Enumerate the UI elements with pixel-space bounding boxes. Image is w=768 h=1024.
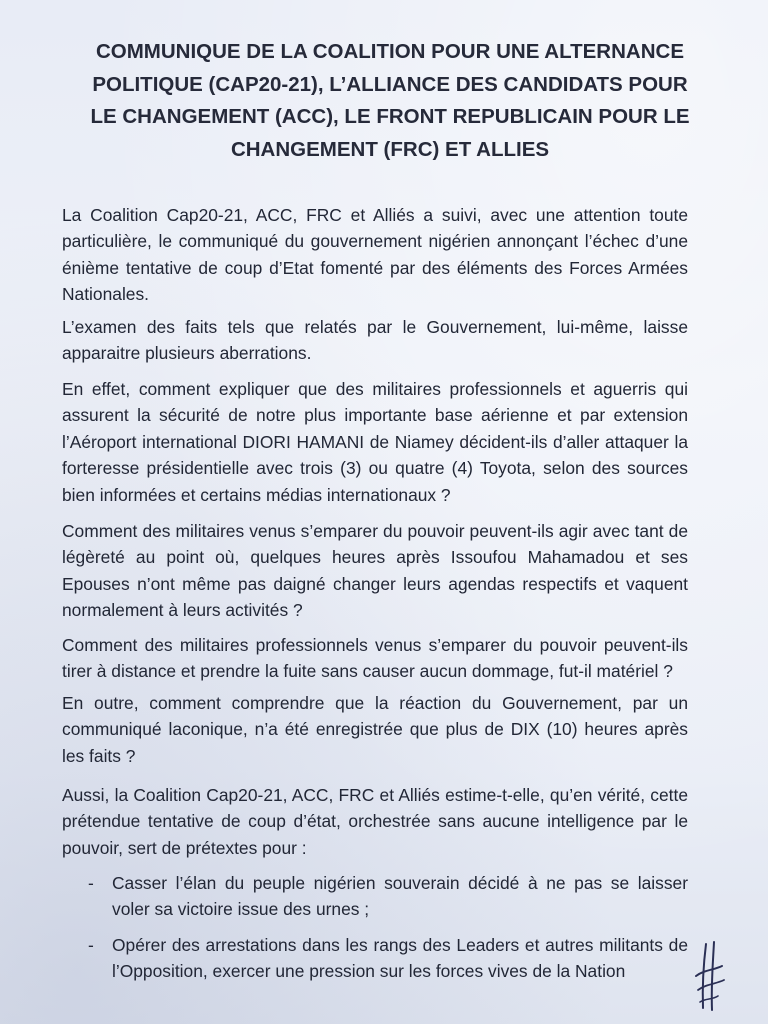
paragraph-tirer-distance: Comment des militaires professionnels venus s’emparer du pouvoir peuvent-ils tirer à distance et prendre la fuite sans causer aucun dommage, fut-il matériel ? [62, 635, 688, 682]
paragraph-intro: La Coalition Cap20-21, ACC, FRC et Alliés a suivi, avec une attention toute particulière, le communiqué du gouvernement nigérien annonçant l’échec d’une énième tentative de coup d’Etat fomenté par des éléments des Forces Armées Nationales. [62, 205, 688, 305]
bullet-marker: - [88, 873, 94, 893]
paragraph-en-effet: En effet, comment expliquer que des militaires professionnels et aguerris qui assurent la sécurité de notre plus importante base aérienne et par extension l’Aéroport international DIORI HAMANI de Niamey décident-ils d’aller attaquer la forteresse présidentielle avec trois (3) ou quatre (4) Toyota, selon des sources bien informées et certains médias internationaux ? [62, 379, 688, 505]
bullet-item [88, 932, 688, 985]
bullet-text: Opérer des arrestations dans les rangs des Leaders et autres militants de l’Opposition, exercer une pression sur les forces vives de la Nation [112, 935, 688, 982]
paragraph-legerete: Comment des militaires venus s’emparer du pouvoir peuvent-ils agir avec tant de légèreté au point où, quelques heures après Issoufou Mahamadou et ses Epouses n’ont même pas daigné changer leurs agendas respectifs et vaquent normalement à leurs activités ? [62, 521, 688, 621]
bullet-marker: - [88, 935, 94, 955]
bullet-item [88, 870, 688, 923]
bullet-text: Casser l’élan du peuple nigérien souverain décidé à ne pas se laisser voler sa victoire issue des urnes ; [112, 873, 688, 920]
handwritten-signature [692, 940, 726, 1012]
paragraph-aberrations: L’examen des faits tels que relatés par le Gouvernement, lui-même, laisse apparaitre plusieurs aberrations. [62, 317, 688, 364]
paragraph-reaction-gouvernement: En outre, comment comprendre que la réaction du Gouvernement, par un communiqué laconique, n’a été enregistrée que plus de DIX (10) heures après les faits ? [62, 693, 688, 766]
document-title: COMMUNIQUE DE LA COALITION POUR UNE ALTERNANCE POLITIQUE (CAP20-21), L’ALLIANCE DES CANDIDATS POUR LE CHANGEMENT (ACC), LE FRONT REPUBLICAIN POUR LE CHANGEMENT (FRC) ET ALLIES [90, 40, 690, 161]
paragraph-pretextes: Aussi, la Coalition Cap20-21, ACC, FRC et Alliés estime-t-elle, qu’en vérité, cette prétendue tentative de coup d’état, orchestrée sans aucune intelligence par le pouvoir, sert de prétextes pour : [62, 785, 688, 858]
